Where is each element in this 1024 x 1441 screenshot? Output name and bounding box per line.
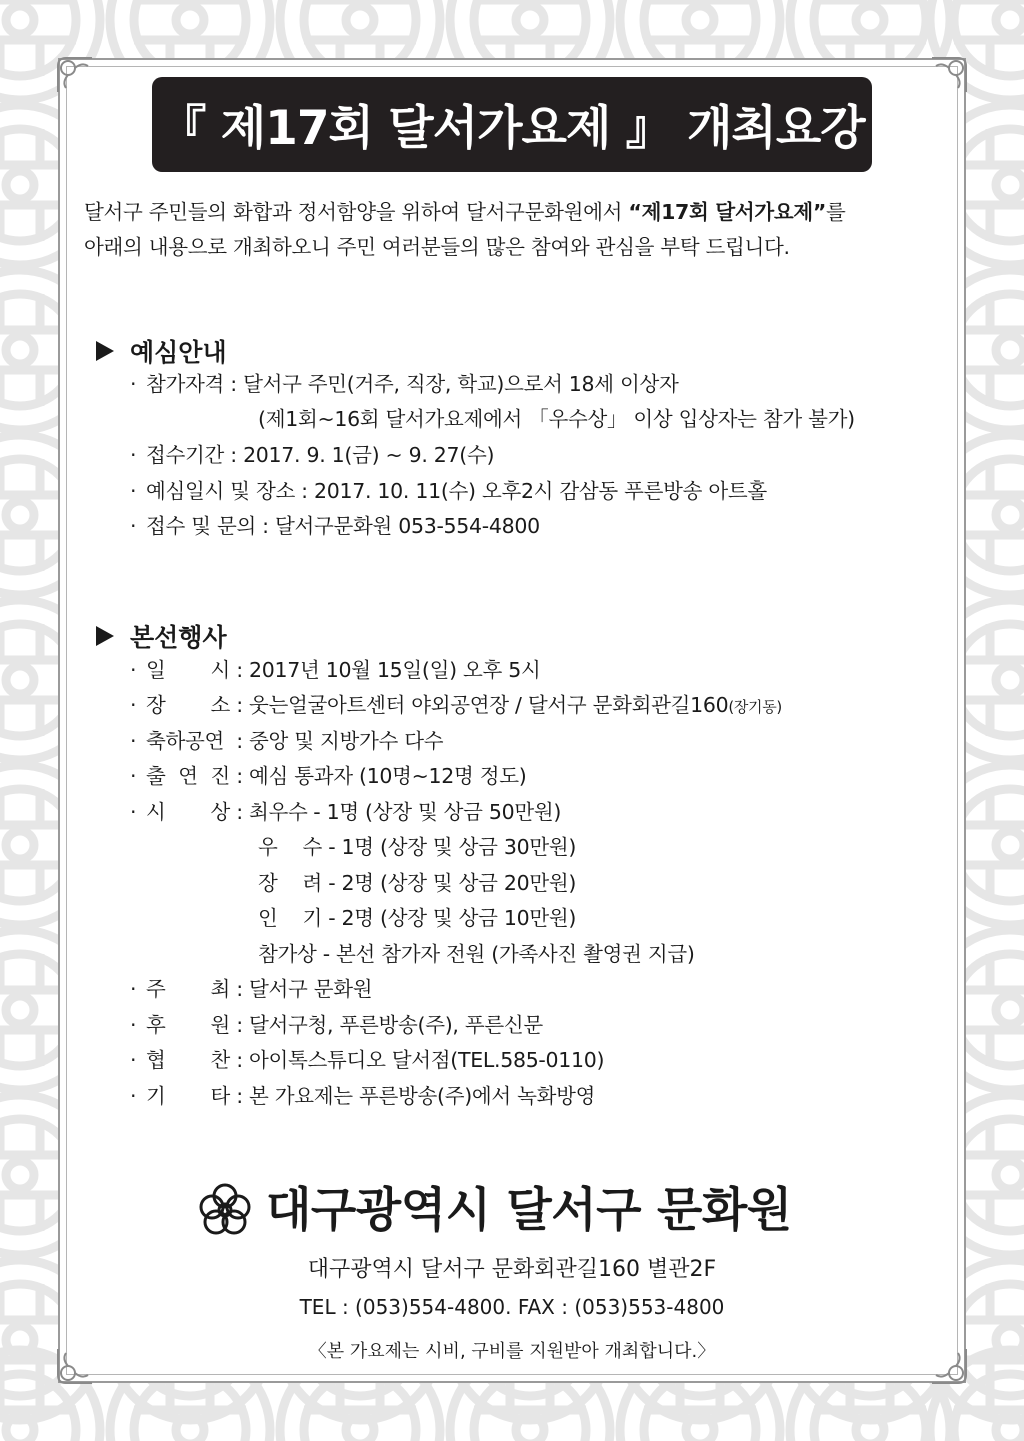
list-item: · 접수기간 : 2017. 9. 1(금) ~ 9. 27(수) bbox=[130, 443, 495, 467]
award-detail: - 본선 참가자 전원 (가족사진 촬영권 지급) bbox=[322, 942, 695, 966]
item-value: 2017년 10월 15일(일) 오후 5시 bbox=[249, 658, 541, 682]
award-name: 최우수 bbox=[249, 800, 308, 824]
award-name-char: 려 bbox=[302, 871, 322, 895]
section-heading-text: 예심안내 bbox=[130, 338, 227, 367]
item-value: 달서구 문화원 bbox=[249, 977, 373, 1001]
list-item-host: · 주 최 : 달서구 문화원 bbox=[130, 974, 372, 1004]
list-item-continuation bbox=[258, 404, 855, 434]
award-detail: - 1명 (상장 및 상금 30만원) bbox=[328, 835, 577, 859]
triangle-right-icon bbox=[96, 626, 114, 646]
item-value-small: (장기동) bbox=[728, 698, 782, 716]
item-label: 예심일시 및 장소 bbox=[146, 479, 295, 503]
item-value: 중앙 및 지방가수 다수 bbox=[249, 729, 444, 753]
list-item-venue: · 장 소 : 웃는얼굴아트센터 야외공연장 / 달서구 문화회관길160(장기동) bbox=[130, 690, 782, 722]
item-value: 아이톡스튜디오 달서점(TEL.585-0110) bbox=[249, 1048, 605, 1072]
award-name-char: 장 bbox=[258, 871, 278, 895]
corner-ornament-icon bbox=[926, 52, 972, 98]
list-item-date: · 일 시 : 2017년 10월 15일(일) 오후 5시 bbox=[130, 655, 541, 685]
award-name-char: 인 bbox=[258, 906, 278, 930]
footer-note: 〈본 가요제는 시비, 구비를 지원받아 개최합니다.〉 bbox=[308, 1341, 716, 1362]
item-value: 2017. 9. 1(금) ~ 9. 27(수) bbox=[243, 443, 495, 467]
item-value: (제1회~16회 달서가요제에서 「우수상」 이상 입상자는 참가 불가) bbox=[258, 407, 855, 431]
label-char: 시 bbox=[146, 800, 166, 824]
label-char: 상 bbox=[210, 800, 230, 824]
list-item: · 예심일시 및 장소 : 2017. 10. 11(수) 오후2시 감삼동 푸른방송 아트홀 bbox=[130, 479, 767, 503]
corner-ornament-icon bbox=[52, 52, 98, 98]
label-char: 최 bbox=[210, 977, 230, 1001]
label-char: 원 bbox=[210, 1013, 230, 1037]
list-item: · 접수 및 문의 : 달서구문화원 053-554-4800 bbox=[130, 514, 540, 538]
item-value: 예심 통과자 (10명~12명 정도) bbox=[249, 764, 527, 788]
label-char: 장 bbox=[146, 693, 166, 717]
label-char: 소 bbox=[210, 693, 230, 717]
list-item-sponsor: · 후 원 : 달서구청, 푸른방송(주), 푸른신문 bbox=[130, 1010, 543, 1040]
organization-contact: TEL : (053)554-4800. FAX : (053)553-4800 bbox=[299, 1295, 725, 1319]
page-title: 『 제17회 달서가요제 』 개최요강 bbox=[159, 101, 865, 156]
title-banner bbox=[152, 77, 872, 172]
label-char: 후 bbox=[146, 1013, 166, 1037]
item-value: 달서구문화원 053-554-4800 bbox=[275, 514, 540, 538]
label-char: 협 bbox=[146, 1048, 166, 1072]
section-heading-text: 본선행사 bbox=[130, 623, 227, 652]
section-heading-main bbox=[96, 618, 227, 654]
label-char: 찬 bbox=[210, 1048, 230, 1072]
item-value: 2017. 10. 11(수) 오후2시 감삼동 푸른방송 아트홀 bbox=[314, 479, 767, 503]
organization-address: 대구광역시 달서구 문화회관길160 별관2F bbox=[307, 1257, 717, 1282]
award-detail: - 1명 (상장 및 상금 50만원) bbox=[313, 800, 562, 824]
list-item-performers: · 출 연 진 : 예심 통과자 (10명~12명 정도) bbox=[130, 761, 526, 791]
item-label: 접수 및 문의 bbox=[146, 514, 256, 538]
section-heading-prelim bbox=[96, 333, 227, 369]
award-line bbox=[258, 868, 576, 898]
award-line bbox=[258, 832, 576, 862]
triangle-right-icon bbox=[96, 341, 114, 361]
list-item-performance: · 축하공연 : 중앙 및 지방가수 다수 bbox=[130, 726, 443, 756]
item-value: 달서구청, 푸른방송(주), 푸른신문 bbox=[249, 1013, 543, 1037]
intro-paragraph bbox=[84, 195, 954, 265]
award-line bbox=[258, 903, 576, 933]
item-value: 본 가요제는 푸른방송(주)에서 녹화방영 bbox=[249, 1084, 596, 1108]
label-char: 진 bbox=[210, 764, 230, 788]
label-char: 연 bbox=[178, 764, 198, 788]
label-char: 일 bbox=[146, 658, 166, 682]
flower-logo-icon bbox=[196, 1180, 254, 1238]
label-char: 타 bbox=[210, 1084, 230, 1108]
label-char: 주 bbox=[146, 977, 166, 1001]
award-name: 참가상 bbox=[258, 942, 317, 966]
intro-text: 달서구 주민들의 화합과 정서함양을 위하여 달서구문화원에서 bbox=[84, 200, 629, 224]
intro-text: 를 bbox=[826, 200, 846, 224]
label-char: 출 bbox=[146, 764, 166, 788]
list-item-etc: · 기 타 : 본 가요제는 푸른방송(주)에서 녹화방영 bbox=[130, 1081, 595, 1111]
list-item-partner: · 협 찬 : 아이톡스튜디오 달서점(TEL.585-0110) bbox=[130, 1045, 604, 1075]
item-label: 접수기간 bbox=[146, 443, 225, 467]
award-name-char: 수 bbox=[302, 835, 322, 859]
award-detail: - 2명 (상장 및 상금 20만원) bbox=[328, 871, 577, 895]
label-char: 기 bbox=[146, 1084, 166, 1108]
list-item: · 참가자격 : 달서구 주민(거주, 직장, 학교)으로서 18세 이상자 bbox=[130, 372, 679, 396]
award-name-char: 기 bbox=[302, 906, 322, 930]
item-value: 웃는얼굴아트센터 야외공연장 / 달서구 문화회관길160 bbox=[249, 693, 729, 717]
award-line bbox=[258, 939, 695, 969]
intro-text: 아래의 내용으로 개최하오니 주민 여러분들의 많은 참여와 관심을 부탁 드립니다. bbox=[84, 235, 790, 259]
list-item-awards: · 시 상 : 최우수 - 1명 (상장 및 상금 50만원) bbox=[130, 797, 561, 827]
award-name-char: 우 bbox=[258, 835, 278, 859]
item-value: 달서구 주민(거주, 직장, 학교)으로서 18세 이상자 bbox=[243, 372, 679, 396]
intro-event-name: “제17회 달서가요제” bbox=[628, 200, 827, 224]
label-text: 축하공연 bbox=[146, 729, 225, 753]
label-char: 시 bbox=[210, 658, 230, 682]
award-detail: - 2명 (상장 및 상금 10만원) bbox=[328, 906, 577, 930]
organization-name: 대구광역시 달서구 문화원 bbox=[266, 1183, 792, 1238]
item-label: 참가자격 bbox=[146, 372, 225, 396]
